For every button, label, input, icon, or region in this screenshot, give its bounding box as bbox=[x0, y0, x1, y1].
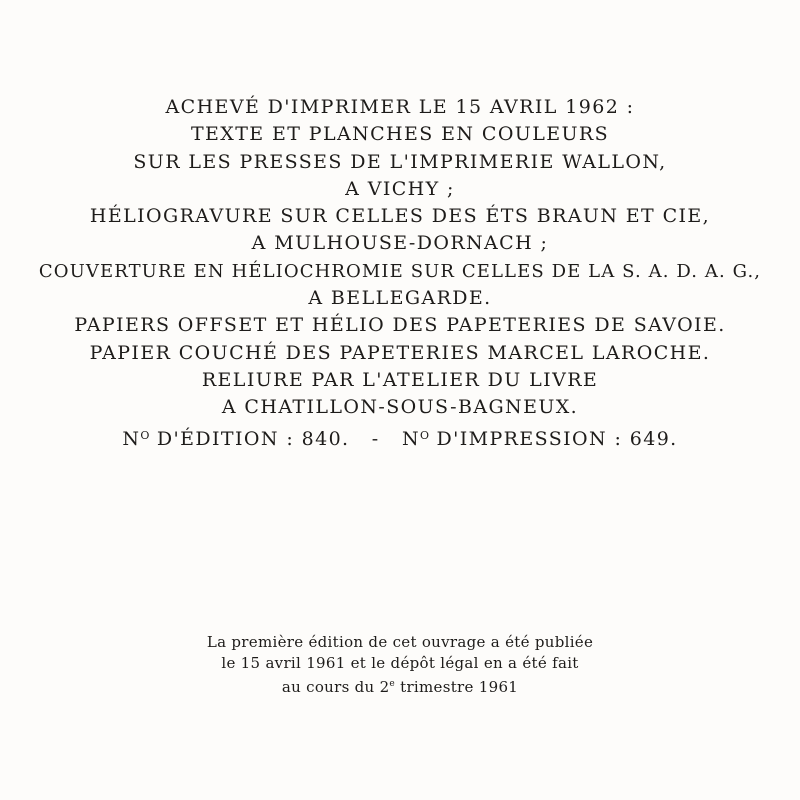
colophon-line-vichy: A VICHY ; bbox=[345, 177, 455, 200]
colophon-line-text-plates: TEXTE ET PLANCHES EN COULEURS bbox=[190, 123, 610, 146]
impression-number-text: D'IMPRESSION : 649. bbox=[429, 427, 678, 450]
colophon-line-mulhouse: A MULHOUSE-DORNACH ; bbox=[251, 232, 549, 255]
colophon-line-print-date: ACHEVÉ D'IMPRIMER LE 15 AVRIL 1962 : bbox=[165, 96, 635, 118]
note-line-3-superscript: e bbox=[389, 679, 396, 689]
colophon-line-binding: RELIURE PAR L'ATELIER DU LIVRE bbox=[201, 368, 599, 391]
edition-no-prefix: N bbox=[122, 427, 141, 450]
colophon-line-papier-couche: PAPIER COUCHÉ DES PAPETERIES MARCEL LAROCHE. bbox=[89, 341, 711, 364]
edition-number-text: D'ÉDITION : 840. - bbox=[149, 427, 402, 450]
colophon-line-edition-numbers bbox=[0, 422, 800, 453]
edition-no-superscript: O bbox=[140, 428, 150, 442]
note-line-3-before: au cours du 2 bbox=[281, 678, 390, 696]
colophon-line-bellegarde: A BELLEGARDE. bbox=[308, 287, 492, 310]
colophon-line-chatillon: A CHATILLON-SOUS-BAGNEUX. bbox=[221, 396, 579, 419]
colophon-line-cover: COUVERTURE EN HÉLIOCHROMIE SUR CELLES DE LA S. A. D. A. G., bbox=[38, 260, 762, 282]
note-line-3-after: trimestre 1961 bbox=[395, 678, 519, 696]
note-line-1: La première édition de cet ouvrage a été publiée bbox=[206, 633, 594, 651]
colophon-line-presses: SUR LES PRESSES DE L'IMPRIMERIE WALLON, bbox=[133, 150, 667, 173]
impression-no-superscript: O bbox=[419, 428, 430, 442]
note-line-3 bbox=[0, 674, 800, 698]
colophon-block bbox=[0, 94, 800, 453]
colophon-line-papers-offset: PAPIERS OFFSET ET HÉLIO DES PAPETERIES DE SAVOIE. bbox=[74, 314, 726, 337]
colophon-line-heliogravure: HÉLIOGRAVURE SUR CELLES DES ÉTS BRAUN ET CIE, bbox=[89, 205, 711, 228]
first-edition-note bbox=[0, 632, 800, 698]
note-line-2: le 15 avril 1961 et le dépôt légal en a été fait bbox=[221, 654, 579, 672]
impression-no-prefix: N bbox=[401, 427, 420, 450]
